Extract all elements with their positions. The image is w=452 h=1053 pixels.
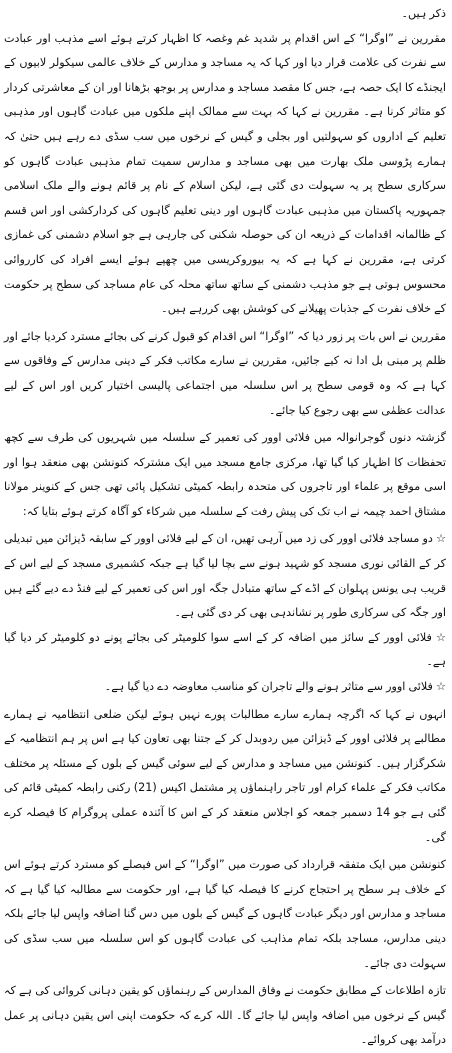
article-paragraph: گزشتہ دنوں گوجرانوالہ میں فلائی اوور کی تعمیر کے سلسلہ میں شہریوں کی طرف سے کچھ تحفظات کا اظہار کیا گیا تھا، مرکزی جامع مسجد میں ایک مشترکہ کنونشن بھی منعقد ہوا اور اسی موقع پر علماء اور تاجروں کی متحدہ رابطہ کمیٹی تشکیل پائی تھی جس کے کنوینر مولانا مشتاق احمد چیمہ نے اب تک کی پیش رفت کے سلسلہ میں شرکاء کو آگاہ کرتے ہوئے بتایا کہ: — [4, 431, 446, 518]
article-paragraph: ذکر ہیں۔ — [401, 7, 446, 20]
article-paragraph: تازہ اطلاعات کے مطابق حکومت نے وفاق المدارس کے رہنماؤں کو یقین دہانی کروائی کی ہے کہ گیس کے نرخوں میں اضافہ واپس لیا جائے گا۔ اللہ کرے کہ حکومت اپنی اس یقین دہانی پر عمل درآمد بھی کروائے۔ — [4, 984, 446, 1047]
bullet-item: ☆ فلائی اوور کے سائز میں اضافہ کر کے اسے سوا کلومیٹر کی بجائے پونے دو کلومیٹر کر دیا گیا ہے۔ — [4, 630, 446, 669]
bullet-item: ☆ فلائی اوور سے متاثر ہونے والے تاجران کو مناسب معاوضہ دے دیا گیا ہے۔ — [104, 680, 446, 694]
article-paragraph: مقررین نے اس بات پر زور دیا کہ ”اوگرا“ اس اقدام کو قبول کرنے کی بجائے مسترد کردیا جائے اور ظلم پر مبنی بل ادا نہ کیے جائیں، مقررین نے سارے مکاتب فکر کے دینی مدارس کے وفاقوں سے کہا ہے کہ وہ قومی سطح پر اس سلسلہ میں اجتماعی پالیسی اختیار کریں اور اس کے لیے عدالت عظمٰی سے بھی رجوع کیا جائے۔ — [4, 329, 446, 417]
article-paragraph: کنونشن میں ایک متفقہ قرارداد کی صورت میں ”اوگرا“ کے اس فیصلے کو مسترد کرتے ہوئے اس کے خلاف ہر سطح پر احتجاج کرنے کا فیصلہ کیا گیا ہے، اور حکومت سے مطالبہ کیا گیا ہے کہ مساجد و مدارس اور دیگر عبادت گاہوں کے گیس کے بلوں میں دس گنا اضافہ واپس لیا جائے بلکہ دینی مدارس، مساجد بلکہ تمام مذاہب کی عبادت گاہوں کو اس سلسلہ میں سب سڈی کی سہولت دی جائے۔ — [4, 858, 446, 970]
article-paragraph: انہوں نے کہا کہ اگرچہ ہمارے سارے مطالبات پورے نہیں ہوئے لیکن ضلعی انتظامیہ نے ہمارے مطالبے پر فلائی اوور کے ڈیزائن میں ردوبدل کر کے جتنا بھی تعاون کیا ہے اس پر ہم انتظامیہ کے شکرگزار ہیں۔ کنونشن میں مساجد و مدارس کے لیے سوئی گیس کے بلوں کے مسئلہ پر مختلف مکاتب فکر کے علماء کرام اور تاجر راہنماؤں پر مشتمل اکیس (21) رکنی رابطہ کمیٹی قائم کی گئی ہے جو 14 دسمبر جمعہ کو اجلاس منعقد کر کے اس کا آئندہ عملی پروگرام کا فیصلہ کرے گی۔ — [4, 707, 446, 844]
bullet-item: ☆ دو مساجد فلائی اوور کی زد میں آرہی تھیں، ان کے لیے فلائی اوور کے سابقہ ڈیزائن میں تبدیلی کر کے القائی نوری مسجد کو شہید ہونے سے بچا لیا گیا ہے جبکہ کشمیری مسجد کے لیے اس کے قریب ہی یونس پہلوان کے اڈے کے ساتھ متبادل جگہ اور اس کی تعمیر کے لیے فنڈ دے دیے گئے ہیں اور جگہ کی سرکاری طور پر نشاندہی بھی کر دی گئی ہے۔ — [4, 532, 446, 620]
article-paragraph: مقررین نے ”اوگرا“ کے اس اقدام پر شدید غم وغصہ کا اظہار کرتے ہوئے اسے مذہب اور عبادت سے نفرت کی علامت قرار دیا اور کہا کہ یہ مساجد و مدارس کے خلاف عالمی سیکولر لابیوں کے ایجنڈے کا ایک حصہ ہے، جس کا مقصد مساجد و مدارس پر بوجھ بڑھانا اور ان کے معاشرتی کردار کو متاثر کرنا ہے۔ مقررین نے کہا کہ بہت سے ممالک اپنے ملکوں میں عبادت گاہوں اور مذہبی تعلیم کے اداروں کو سہولتیں اور بجلی و گیس کے نرخوں میں سب سڈی دے رہے ہیں حتیٰ کہ ہمارے پڑوسی ملک بھارت میں بھی مساجد و مدارس سمیت تمام مذہبی عبادت گاہوں کو سرکاری سطح پر یہ سہولت دی گئی ہے، لیکن اسلام کے نام پر قائم ہونے والے ملک اسلامی جمہوریہ پاکستان میں مذہبی عبادت گاہوں اور دینی تعلیم گاہوں کی کردارکشی اور اس قسم کے ظالمانہ اقدامات کے ذریعہ ان کی حوصلہ شکنی کی جارہی ہے جو اسلام دشمنی کی غمازی کرتی ہے، مقررین نے کہا ہے کہ یہ بیوروکریسی میں چھپے ہوئے ایسے افراد کی کارروائی محسوس ہوتی ہے جو مذہب دشمنی کے ساتھ ساتھ محلہ کی عام مساجد کی سطح پر حکومت کے خلاف نفرت کے جذبات پھیلانے کی کوشش بھی کررہے ہیں۔ — [4, 31, 446, 316]
